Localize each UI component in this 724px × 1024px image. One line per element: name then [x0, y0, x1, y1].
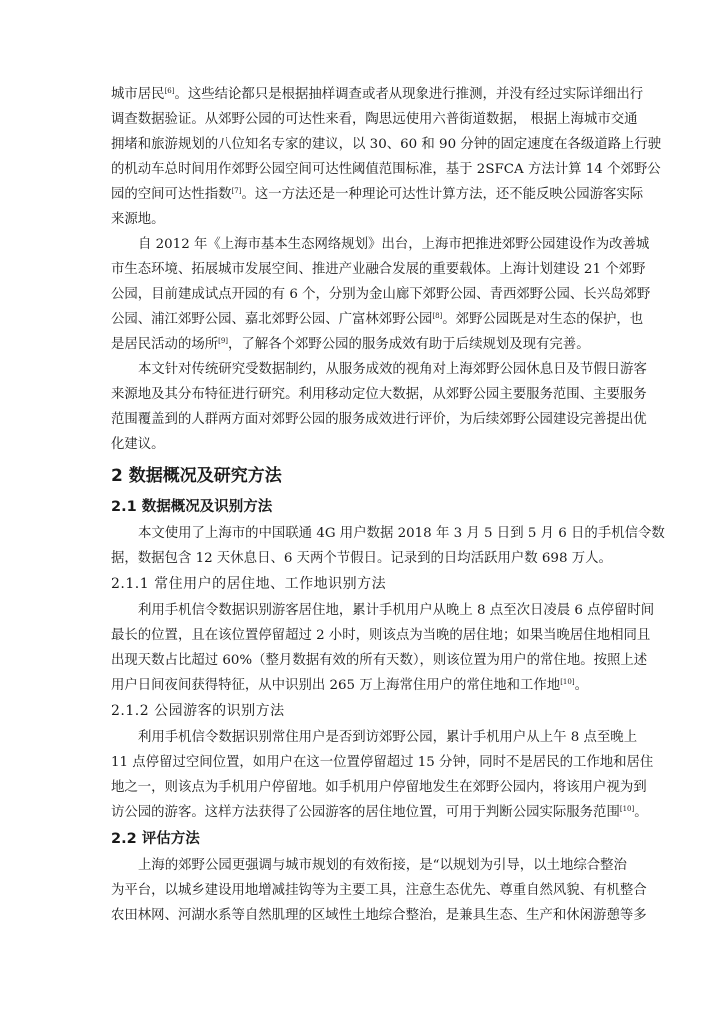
- text-line: 本文使用了上海市的中国联通 4G 用户数据 2018 年 3 月 5 日到 5 月 6 日的手机信令数: [138, 526, 665, 541]
- text-line: 农田林网、河湖水系等自然肌理的区域性土地综合整治，是兼具生态、生产和休闲游憩等多: [111, 908, 647, 923]
- paragraph-2: [111, 232, 651, 357]
- text-line: 化建议。: [111, 437, 165, 452]
- section-heading: 2 数据概况及研究方法: [111, 466, 282, 486]
- paragraph-4: [111, 521, 665, 571]
- subsection-heading: 2.1 数据概况及识别方法: [111, 499, 273, 515]
- text-line: 拥堵和旅游规划的八位知名专家的建议，以 30、60 和 90 分钟的固定速度在各级道路上行驶: [111, 137, 662, 152]
- text-line: 园的空间可达性指数[7]。这一方法还是一种理论可达性计算方法，还不能反映公园游客实际: [111, 187, 644, 202]
- citation: [7]: [231, 187, 242, 195]
- citation: [10]: [560, 678, 575, 686]
- text-line: 为平台，以城乡建设用地增减挂钩等为主要工具，注意生态优先、尊重自然风貌、有机整合: [111, 883, 647, 898]
- text-line: 调查数据验证。从郊野公园的可达性来看，陶思远使用六普街道数据， 根据上海城市交通: [111, 112, 638, 127]
- subsubsection-heading: 2.1.1 常住用户的居住地、工作地识别方法: [111, 576, 387, 592]
- text-line: 公园，目前建成试点开园的有 6 个，分别为金山廊下郊野公园、青西郊野公园、长兴岛郊野: [111, 287, 651, 302]
- text-line: 市生态环境、拓展城市发展空间、推进产业融合发展的重要载体。上海计划建设 21 个郊野: [111, 262, 646, 277]
- text-line: 利用手机信令数据识别游客居住地，累计手机用户从晚上 8 点至次日凌晨 6 点停留时间: [138, 603, 655, 618]
- paragraph-7: [111, 853, 647, 928]
- text-line: 城市居民[6]。这些结论都只是根据抽样调查或者从现象进行推测，并没有经过实际详细出行: [111, 87, 644, 102]
- paragraph-5: [111, 598, 655, 698]
- paragraph-3: [111, 357, 647, 457]
- subsubsection-heading: 2.1.2 公园游客的识别方法: [111, 703, 285, 719]
- text-line: 据，数据包含 12 天休息日、6 天两个节假日。记录到的日均活跃用户数 698 万人。: [111, 551, 612, 566]
- text-line: 公园、浦江郊野公园、嘉北郊野公园、广富林郊野公园[8]。郊野公园既是对生态的保护，也: [111, 312, 644, 327]
- citation: [6]: [164, 87, 175, 95]
- text-line: 用户日间夜间获得特征，从中识别出 265 万上海常住用户的常住地和工作地[10]。: [111, 678, 588, 693]
- text-line: 访公园的游客。这样方法获得了公园游客的居住地位置，可用于判断公园实际服务范围[10]。: [111, 805, 648, 820]
- subsection-heading: 2.2 评估方法: [111, 831, 200, 847]
- text-line: 本文针对传统研究受数据制约，从服务成效的视角对上海郊野公园休息日及节假日游客: [138, 362, 647, 377]
- text-line: 11 点停留过空间位置，如用户在这一位置停留超过 15 分钟，同时不是居民的工作地和居住: [111, 755, 654, 770]
- text-line: 来源地及其分布特征进行研究。利用移动定位大数据，从郊野公园主要服务范围、主要服务: [111, 387, 647, 402]
- text-line: 自 2012 年《上海市基本生态网络规划》出台，上海市把推进郊野公园建设作为改善城: [138, 237, 650, 252]
- citation: [9]: [218, 337, 229, 345]
- text-line: 是居民活动的场所[9]，了解各个郊野公园的服务成效有助于后续规划及现有完善。: [111, 337, 590, 352]
- text-line: 来源地。: [111, 212, 165, 227]
- paragraph-6: [111, 725, 654, 825]
- text-line: 利用手机信令数据识别常住用户是否到访郊野公园，累计手机用户从上午 8 点至晚上: [138, 730, 638, 745]
- text-line: 最长的位置，且在该位置停留超过 2 小时，则该点为当晚的居住地；如果当晚居住地相同且: [111, 628, 651, 643]
- document-body: [111, 82, 665, 928]
- text-line: 的机动车总时间用作郊野公园空间可达性阈值范围标准，基于 2SFCA 方法计算 14 个郊野公: [111, 162, 661, 177]
- text-line: 出现天数占比超过 60%（整月数据有效的所有天数），则该位置为用户的常住地。按照上述: [111, 653, 648, 668]
- text-line: 上海的郊野公园更强调与城市规划的有效衔接，是“以规划为引导，以土地综合整治: [138, 858, 627, 873]
- text-line: 范围覆盖到的人群两方面对郊野公园的服务成效进行评价，为后续郊野公园建设完善提出优: [111, 412, 647, 427]
- citation: [10]: [619, 805, 635, 813]
- text-line: 地之一，则该点为手机用户停留地。如手机用户停留地发生在郊野公园内，将该用户视为到: [111, 780, 647, 795]
- paragraph-1: [111, 82, 662, 232]
- citation: [8]: [432, 312, 443, 320]
